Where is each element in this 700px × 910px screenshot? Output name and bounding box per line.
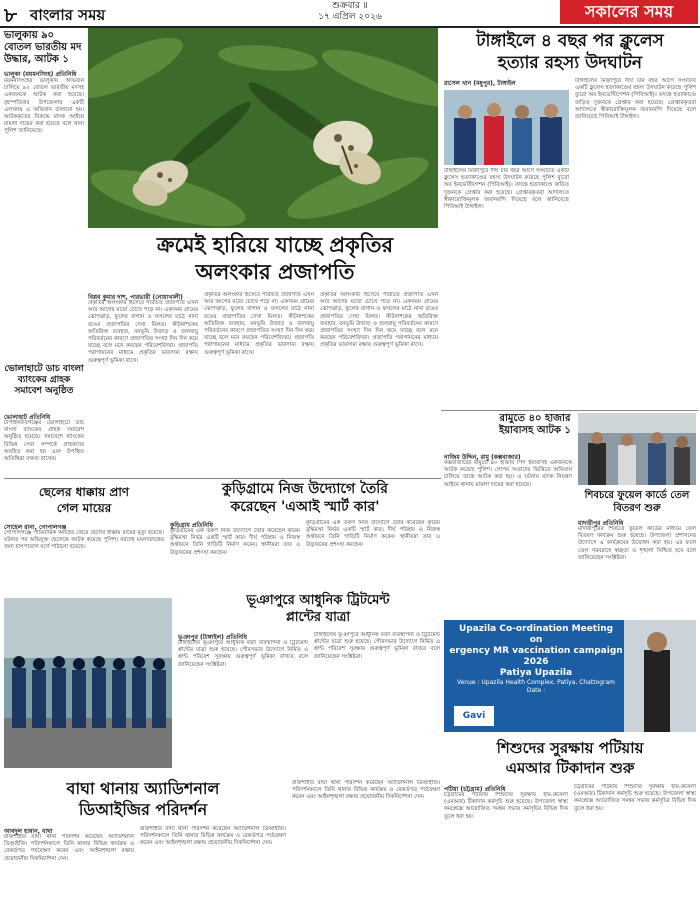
gavi-logo: Gavi	[454, 706, 494, 726]
story-smart-car-col2: কুড়িগ্রামের এক তরুণ নিজ উদ্যোগে তৈরি করেছেন কৃত্রিম বুদ্ধিমত্তা নির্ভর একটি স্মার্ট কার। দীর্ঘ পরিশ্রম ও নিজস্ব অর্থায়নে তিনি গাড়িটি নির্মাণ করেন। স্থানীয়রা তার এ উদ্ভাবনের প্রশংসা করছেন।	[306, 520, 440, 548]
byline-bank: ভোলাহাট প্রতিনিধি	[4, 414, 51, 421]
byline-diig: আবদুল হান্নান, বাঘা	[4, 828, 53, 835]
story-diig-col2: রাজশাহীর বাঘা থানা পরিদর্শন করেছেন অ্যাডিশনাল ডিআইজি। পরিদর্শনকালে তিনি থানার বিভিন্ন কার্যক্রম ও রেকর্ডপত্র পর্যবেক্ষণ করেন এবং আইনশৃঙ্খলা রক্ষায় প্রয়োজনীয় দিকনির্দেশনা দেন।	[140, 826, 286, 847]
byline-tangail: রাসেল খান (মধুপুর), টাঙ্গাইল	[444, 80, 516, 87]
divider	[4, 478, 441, 479]
story-diig-col3: রাজশাহীর বাঘা থানা পরিদর্শন করেছেন অ্যাডিশনাল ডিআইজি। পরিদর্শনকালে তিনি থানার বিভিন্ন কার্যক্রম ও রেকর্ডপত্র পর্যবেক্ষণ করেন এবং আইনশৃঙ্খলা রক্ষায় প্রয়োজনীয় দিকনির্দেশনা দেন।	[292, 780, 440, 801]
story-tangail-col1: টাঙ্গাইলের মির্জাপুরে দীর্ঘ চার বছর আগে সংঘটিত একটি ক্লুলেস হত্যাকাণ্ডের রহস্য উদঘাটন করেছে পুলিশ ব্যুরো অব ইনভেস্টিগেশন (পিবিআই)। তদন্তে হত্যাকাণ্ডে জড়িত দুজনকে গ্রেপ্তার করা হয়েছে। গ্রেপ্তারকৃতরা আদালতে স্বীকারোক্তিমূলক জবানবন্দি দিয়েছে বলে জানিয়েছে পিবিআই টাঙ্গাইল।	[444, 168, 569, 211]
story-ramu: কক্সবাজারের রামুতে ৪০ হাজার পিস ইয়াবাসহ একজনকে আটক করেছে পুলিশ। গোপন সংবাদের ভিত্তিতে অভিযান চালিয়ে তাকে আটক করা হয়। এ ঘটনায় মাদক নিয়ন্ত্রণ আইনে থানায় মামলা দায়ের করা হয়েছে।	[444, 460, 572, 488]
vaccination-photo	[444, 620, 696, 732]
story-diig-col1: রাজশাহীর বাঘা থানা পরিদর্শন করেছেন অ্যাডিশনাল ডিআইজি। পরিদর্শনকালে তিনি থানার বিভিন্ন কার্যক্রম ও রেকর্ডপত্র পর্যবেক্ষণ করেন এবং আইনশৃঙ্খলা রক্ষায় প্রয়োজনীয় দিকনির্দেশনা দেন।	[4, 834, 134, 862]
butterfly-photo	[88, 28, 438, 228]
police-parade-photo	[4, 598, 172, 768]
headline-diig: বাঘা থানায় অ্যাডিশনাল ডিআইজির পরিদর্শন	[66, 779, 220, 819]
story-bottles: ময়মনসিংহের ভালুকায় অভিযান চালিয়ে ৯০ বোতল ভারতীয় মদসহ একজনকে আটক করা হয়েছে। বৃহস্পতিবার উপজেলার একটি এলাকায় এ অভিযান চালানো হয়। আটককৃতের বিরুদ্ধে মাদক আইনে মামলা দায়ের করা হয়েছে বলে থানা পুলিশ জানিয়েছে।	[4, 78, 84, 135]
story-tangail-col2: টাঙ্গাইলের মির্জাপুরে দীর্ঘ চার বছর আগে সংঘটিত একটি ক্লুলেস হত্যাকাণ্ডের রহস্য উদঘাটন করেছে পুলিশ ব্যুরো অব ইনভেস্টিগেশন (পিবিআই)। তদন্তে হত্যাকাণ্ডে জড়িত দুজনকে গ্রেপ্তার করা হয়েছে। গ্রেপ্তারকৃতরা আদালতে স্বীকারোক্তিমূলক জবানবন্দি দিয়েছে বলে জানিয়েছে পিবিআই টাঙ্গাইল।	[575, 78, 696, 121]
byline-fuel: মাদারীপুর প্রতিনিধি	[578, 520, 624, 527]
page-number: ৮	[4, 3, 17, 27]
police-officers-illustration	[444, 90, 569, 165]
headline-smart-car: কুড়িগ্রামে নিজ উদ্যোগে তৈরি করেছেন 'এআই স্মার্ট কার'	[222, 481, 388, 515]
story-treatment-col2: টাঙ্গাইলের ভূঞাপুরে আধুনিক বর্জ্য ব্যবস্থাপনা ও ট্রিটমেন্ট প্লান্টের যাত্রা শুরু হয়েছে। পৌরসভার উদ্যোগে নির্মিত এ প্লান্ট পরিবেশ সুরক্ষায় গুরুত্বপূর্ণ ভূমিকা রাখবে বলে জানিয়েছেন সংশ্লিষ্টরা।	[314, 632, 440, 660]
story-butterfly-col3: প্রকৃতির অলংকার হিসেবে পরিচিত প্রজাপতি এখন আর আগের মতো চোখে পড়ে না। একসময় গ্রামের ঝোপঝাড়, ফুলের বাগান ও ফসলের মাঠে নানা রঙের প্রজাপতির দেখা মিলত। কীটনাশকের অতিরিক্ত ব্যবহার, বনভূমি উজাড় ও জলবায়ু পরিবর্তনের কারণে প্রজাপতির সংখ্যা দিন দিন কমে যাচ্ছে বলে মনে করছেন পরিবেশবিদরা। প্রজাপতি পরাগায়নের মাধ্যমে প্রকৃতির ভারসাম্য রক্ষায় গুরুত্বপূর্ণ ভূমিকা রাখে।	[320, 292, 438, 349]
dateline	[250, 1, 450, 23]
story-fuel: মাদারীপুরের শিবচরে ফুয়েল কার্ডের মাধ্যমে তেল বিতরণ কার্যক্রম শুরু হয়েছে। উপজেলা প্রশাসনের উদ্যোগে এ কার্যক্রমের উদ্বোধন করা হয়। এর ফলে তেল সরবরাহে স্বচ্ছতা ও শৃঙ্খলা নিশ্চিত হবে বলে জানিয়েছেন সংশ্লিষ্টরা।	[578, 526, 696, 561]
story-smart-car-col1: কুড়িগ্রামের এক তরুণ নিজ উদ্যোগে তৈরি করেছেন কৃত্রিম বুদ্ধিমত্তা নির্ভর একটি স্মার্ট কার। দীর্ঘ পরিশ্রম ও নিজস্ব অর্থায়নে তিনি গাড়িটি নির্মাণ করেন। স্থানীয়রা তার এ উদ্ভাবনের প্রশংসা করছেন।	[170, 528, 300, 556]
story-butterfly-col1: প্রকৃতির অলংকার হিসেবে পরিচিত প্রজাপতি এখন আর আগের মতো চোখে পড়ে না। একসময় গ্রামের ঝোপঝাড়, ফুলের বাগান ও ফসলের মাঠে নানা রঙের প্রজাপতির দেখা মিলত। কীটনাশকের অতিরিক্ত ব্যবহার, বনভূমি উজাড় ও জলবায়ু পরিবর্তনের কারণে প্রজাপতির সংখ্যা দিন দিন কমে যাচ্ছে বলে মনে করছেন পরিবেশবিদরা। প্রজাপতি পরাগায়নের মাধ্যমে প্রকৃতির ভারসাম্য রক্ষায় গুরুত্বপূর্ণ ভূমিকা রাখে।	[88, 300, 198, 364]
newspaper-logo: সকালের সময়	[560, 0, 698, 24]
headline-butterfly: ক্রমেই হারিয়ে যাচ্ছে প্রকৃতির অলংকার প্রজাপতি	[156, 233, 394, 284]
butterfly-illustration	[88, 28, 438, 228]
story-vaccine-col2: চট্টগ্রামের পটিয়ায় শিশুদের সুরক্ষায় হাম-রুবেলা (এমআর) টিকাদান কর্মসূচি শুরু হয়েছে। উপজেলা স্বাস্থ্য কমপ্লেক্সে আয়োজিত সমন্বয় সভায় কর্মসূচির বিভিন্ন দিক তুলে ধরা হয়।	[574, 784, 696, 812]
banner-text: Upazila Co-ordination Meeting on ergency MR vaccination campaign 2026 Patiya Upazila Venue : Upazila Health Complex, Patiya, Chattogram Date :	[449, 624, 623, 694]
byline-smart-car: কুড়িগ্রাম প্রতিনিধি	[170, 522, 213, 529]
headline-tangail: টাঙ্গাইলে ৪ বছর পর ক্লুলেস হত্যার রহস্য উদঘাটন	[476, 31, 664, 73]
tangail-photo	[444, 90, 569, 165]
divider	[441, 410, 698, 411]
fuel-station-illustration	[578, 413, 696, 485]
headline-son-mother: ছেলের ধাক্কায় প্রাণ গেল মায়ের	[38, 485, 130, 515]
story-treatment-col1: টাঙ্গাইলের ভূঞাপুরে আধুনিক বর্জ্য ব্যবস্থাপনা ও ট্রিটমেন্ট প্লান্টের যাত্রা শুরু হয়েছে। পৌরসভার উদ্যোগে নির্মিত এ প্লান্ট পরিবেশ সুরক্ষায় গুরুত্বপূর্ণ ভূমিকা রাখবে বলে জানিয়েছেন সংশ্লিষ্টরা।	[178, 640, 308, 668]
headline-fuel: শিবচরে ফুয়েল কার্ডে তেল বিতরণ শুরু	[584, 490, 690, 514]
headline-bottles: ভালুকায় ৯০ বোতল ভারতীয় মদ উদ্ধার, আটক ১	[4, 30, 82, 65]
police-parade-illustration	[4, 598, 172, 768]
byline-ramu: নাজিম উদ্দিন, রামু (কক্সবাজার)	[444, 454, 521, 461]
day: শুক্রবার ॥	[332, 1, 368, 11]
byline-treatment: ভূঞাপুর (টাঙ্গাইল) প্রতিনিধি	[178, 634, 247, 641]
headline-bank: ভোলাহাটে ডাচ বাংলা ব্যাংকের গ্রাহক সমাবেশ অনুষ্ঠিত	[4, 364, 84, 396]
byline-bottles: ভালুকা (ময়মনসিংহ) প্রতিনিধি	[4, 71, 77, 78]
story-vaccine-col1: চট্টগ্রামের পটিয়ায় শিশুদের সুরক্ষায় হাম-রুবেলা (এমআর) টিকাদান কর্মসূচি শুরু হয়েছে। উপজেলা স্বাস্থ্য কমপ্লেক্সে আয়োজিত সমন্বয় সভায় কর্মসূচির বিভিন্ন দিক তুলে ধরা হয়।	[444, 792, 568, 820]
date: ১৭ এপ্রিল ২০২৬	[318, 12, 382, 22]
byline-butterfly: বিপ্লব কুমার দাশ, পারভারী (নোয়াখালী)	[88, 294, 183, 301]
section-title: বাংলার সময়	[30, 6, 106, 24]
headline-vaccine: শিশুদের সুরক্ষায় পটিয়ায় এমআর টিকাদান শুরু	[496, 739, 644, 777]
story-son-mother: গোপালগঞ্জে পারিবারিক কলহের জেরে ছেলের ধাক্কায় মায়ের মৃত্যু হয়েছে। ঘটনার পর অভিযুক্ত ছেলেকে আটক করেছে পুলিশ। মরদেহ ময়নাতদন্তের জন্য হাসপাতাল মর্গে পাঠানো হয়েছে।	[4, 530, 164, 551]
masthead	[0, 0, 700, 28]
story-butterfly-col2: প্রকৃতির অলংকার হিসেবে পরিচিত প্রজাপতি এখন আর আগের মতো চোখে পড়ে না। একসময় গ্রামের ঝোপঝাড়, ফুলের বাগান ও ফসলের মাঠে নানা রঙের প্রজাপতির দেখা মিলত। কীটনাশকের অতিরিক্ত ব্যবহার, বনভূমি উজাড় ও জলবায়ু পরিবর্তনের কারণে প্রজাপতির সংখ্যা দিন দিন কমে যাচ্ছে বলে মনে করছেন পরিবেশবিদরা। প্রজাপতি পরাগায়নের মাধ্যমে প্রকৃতির ভারসাম্য রক্ষায় গুরুত্বপূর্ণ ভূমিকা রাখে।	[204, 292, 314, 356]
byline-son-mother: সোহেল রানা, গোপালগঞ্জ	[4, 524, 67, 531]
story-bank: চাঁপাইনবাবগঞ্জের ভোলাহাটে ডাচ বাংলা ব্যাংকের গ্রাহক সমাবেশ অনুষ্ঠিত হয়েছে। সমাবেশে ব্যাংকের বিভিন্ন সেবা সম্পর্কে গ্রাহকদের অবহিত করা হয় এবং উপস্থিত অতিথিরা বক্তব্য রাখেন।	[4, 420, 84, 463]
fuel-photo	[578, 413, 696, 485]
headline-treatment: ভূঞাপুরে আধুনিক ট্রিটমেন্ট প্লান্টের যাত্রা	[246, 593, 390, 625]
byline-vaccine: পটিয়া (চট্টগ্রাম) প্রতিনিধি	[444, 786, 506, 793]
headline-ramu: রামুতে ৪০ হাজার ইয়াবাসহ আটক ১	[499, 413, 571, 436]
